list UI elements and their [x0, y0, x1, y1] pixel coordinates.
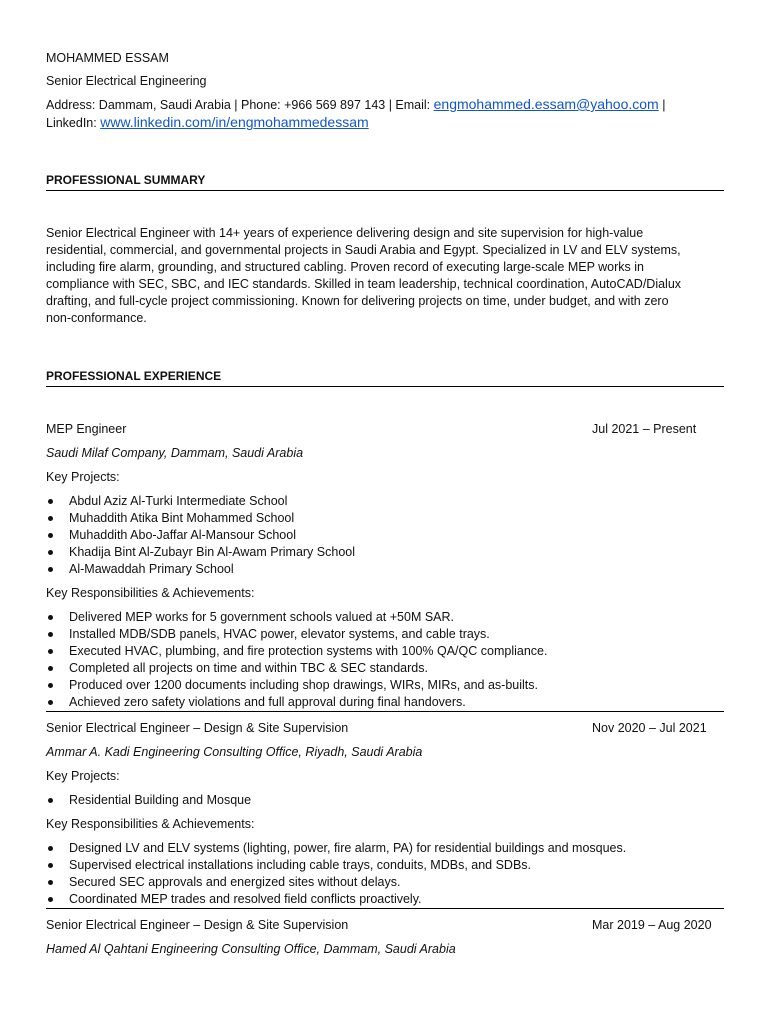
job-entry: [46, 421, 724, 712]
summary-line: drafting, and full-cycle project commissioning. Known for delivering projects on time, under budget, and with zero: [46, 294, 669, 308]
responsibilities-label: Key Responsibilities & Achievements:: [46, 586, 255, 600]
projects-list: [46, 493, 724, 578]
summary-line: including fire alarm, grounding, and structured cabling. Proven record of executing large-scale MEP works in: [46, 260, 644, 274]
job-role: Senior Electrical Engineer – Design & Site Supervision: [46, 918, 349, 932]
linkedin-line: [46, 114, 724, 132]
list-item: Delivered MEP works for 5 government schools valued at +50M SAR.: [46, 609, 724, 626]
job-dates: Mar 2019 – Aug 2020: [592, 918, 712, 932]
list-item: Coordinated MEP trades and resolved field conflicts proactively.: [46, 891, 724, 908]
job-company: Saudi Milaf Company, Dammam, Saudi Arabia: [46, 446, 304, 460]
responsibilities-label: Key Responsibilities & Achievements:: [46, 817, 255, 831]
job-company: Ammar A. Kadi Engineering Consulting Office, Riyadh, Saudi Arabia: [46, 745, 423, 759]
list-item: Supervised electrical installations including cable trays, conduits, MDBs, and SDBs.: [46, 857, 724, 874]
list-item: Al-Mawaddah Primary School: [46, 561, 724, 578]
list-item: Achieved zero safety violations and full approval during final handovers.: [46, 694, 724, 711]
summary-line: Senior Electrical Engineer with 14+ years of experience delivering design and site supervision for high-value: [46, 226, 644, 240]
list-item: Abdul Aziz Al-Turki Intermediate School: [46, 493, 724, 510]
summary-line: non-conformance.: [46, 311, 147, 325]
linkedin-link[interactable]: www.linkedin.com/in/engmohammedessam: [100, 114, 369, 130]
list-item: Khadija Bint Al-Zubayr Bin Al-Awam Primary School: [46, 544, 724, 561]
list-item: Residential Building and Mosque: [46, 792, 724, 809]
contact-suffix: |: [658, 98, 666, 112]
email-link[interactable]: engmohammed.essam@yahoo.com: [433, 96, 659, 112]
list-item: Installed MDB/SDB panels, HVAC power, elevator systems, and cable trays.: [46, 626, 724, 643]
summary-heading: PROFESSIONAL SUMMARY: [46, 172, 724, 191]
list-item: Produced over 1200 documents including shop drawings, WIRs, MIRs, and as-builts.: [46, 677, 724, 694]
responsibilities-list: [46, 609, 724, 711]
job-entry: [46, 720, 724, 909]
projects-list: [46, 792, 724, 809]
list-item: Executed HVAC, plumbing, and fire protection systems with 100% QA/QC compliance.: [46, 643, 724, 660]
list-item: Designed LV and ELV systems (lighting, power, fire alarm, PA) for residential buildings and mosques.: [46, 840, 724, 857]
list-item: Secured SEC approvals and energized sites without delays.: [46, 874, 724, 891]
experience-heading: PROFESSIONAL EXPERIENCE: [46, 368, 724, 387]
contact-prefix: Address: Dammam, Saudi Arabia | Phone: +966 569 897 143 | Email:: [46, 98, 434, 112]
candidate-name: MOHAMMED ESSAM: [46, 51, 169, 65]
job-entry: [46, 917, 724, 958]
linkedin-label: LinkedIn:: [46, 116, 101, 130]
job-header: [46, 720, 724, 737]
candidate-title: Senior Electrical Engineering: [46, 74, 207, 88]
job-role: Senior Electrical Engineer – Design & Site Supervision: [46, 721, 349, 735]
job-role: MEP Engineer: [46, 422, 127, 436]
summary-text: [46, 225, 724, 327]
resume-page: [46, 50, 724, 958]
job-company: Hamed Al Qahtani Engineering Consulting Office, Dammam, Saudi Arabia: [46, 942, 456, 956]
list-item: Muhaddith Atika Bint Mohammed School: [46, 510, 724, 527]
summary-line: residential, commercial, and governmental projects in Saudi Arabia and Egypt. Specialized in LV and ELV systems,: [46, 243, 681, 257]
job-dates: Nov 2020 – Jul 2021: [592, 721, 707, 735]
job-header: [46, 917, 724, 934]
list-item: Completed all projects on time and within TBC & SEC standards.: [46, 660, 724, 677]
responsibilities-list: [46, 840, 724, 908]
projects-label: Key Projects:: [46, 470, 120, 484]
list-item: Muhaddith Abo-Jaffar Al-Mansour School: [46, 527, 724, 544]
projects-label: Key Projects:: [46, 769, 120, 783]
contact-line: [46, 96, 724, 114]
job-dates: Jul 2021 – Present: [592, 422, 697, 436]
summary-line: compliance with SEC, SBC, and IEC standards. Skilled in team leadership, technical coordination, AutoCAD/Dialux: [46, 277, 682, 291]
job-header: [46, 421, 724, 438]
